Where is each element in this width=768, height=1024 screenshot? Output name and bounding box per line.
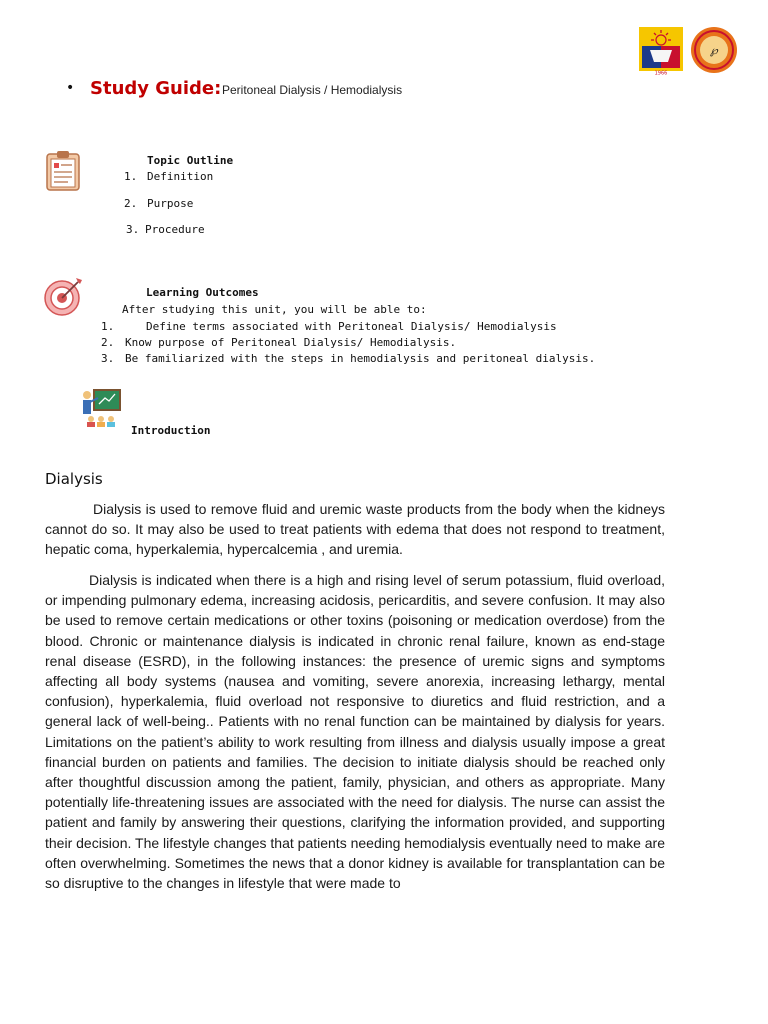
learning-outcomes-intro: After studying this unit, you will be able to: <box>122 303 427 316</box>
clipboard-icon <box>44 150 82 192</box>
paragraph-2: Dialysis is indicated when there is a high and rising level of serum potassium, fluid overload, or impending pulmonary edema, increasing acidosis, pericarditis, and severe confusion. It may also be used to remove certain medications or other toxins (poisoning or medication overdose) from the blood. Chronic or maintenance dialysis is indicated in chronic renal failure, known as end-stage renal disease (ESRD), in the following instances: the presence of uremic signs and symptoms affecting all body systems (nausea and vomiting, severe anorexia, increasing lethargy, mental confusion), hyperkalemia, fluid overload not responsive to diuretics and fluid restriction, and a general lack of well-being.. Patients with no renal function can be maintained by dialysis for years. Limitations on the patient’s ability to work resulting from illness and dialysis usually impose a great financial burden on patients and families. The decision to initiate dialysis should be reached only after thoughtful discussion among the patient, family, physician, and others as appropriate. Many potentially life-threatening issues are associated with the need for dialysis. The nurse can assist the patient and family by answering their questions, clarifying the information provided, and supporting their decision. The lifestyle changes that patients needing hemodialysis eventually need to make are often overwhelming. Sometimes the news that a donor kidney is available for transplantation can be so disruptive to the changes in lifestyle that were made to <box>45 572 666 892</box>
logo-year: 1966 <box>654 70 668 76</box>
list-item-number: 2. <box>124 197 138 210</box>
list-item-number: 1. <box>124 170 138 183</box>
svg-text:℘: ℘ <box>710 44 718 57</box>
list-item <box>101 336 457 349</box>
list-item-number: 2. <box>101 336 115 349</box>
study-guide-subtitle: Peritoneal Dialysis / Hemodialysis <box>222 83 403 97</box>
list-item <box>124 170 214 183</box>
list-item-label: Procedure <box>145 223 205 236</box>
study-guide-title: Study Guide: <box>90 78 222 99</box>
list-item-number: 3. <box>101 352 115 365</box>
list-item <box>101 352 596 365</box>
topic-outline-heading: Topic Outline <box>147 154 234 167</box>
title-bullet: • <box>66 80 75 96</box>
list-item-label: Know purpose of Peritoneal Dialysis/ Hemodialysis. <box>125 336 457 349</box>
school-logo-1 <box>638 26 684 76</box>
list-item-number: 3. <box>126 223 140 236</box>
section-heading-dialysis: Dialysis <box>45 470 103 488</box>
introduction-heading: Introduction <box>131 424 211 437</box>
teacher-board-icon <box>80 388 122 428</box>
list-item-label: Definition <box>147 170 214 183</box>
school-logo-2 <box>690 26 738 74</box>
list-item-number: 1. <box>101 320 115 333</box>
learning-outcomes-heading: Learning Outcomes <box>146 286 259 299</box>
list-item <box>124 197 194 210</box>
target-icon <box>44 276 84 318</box>
list-item-label: Be familiarized with the steps in hemodialysis and peritoneal dialysis. <box>125 352 596 365</box>
list-item <box>101 320 557 333</box>
list-item-label: Define terms associated with Peritoneal Dialysis/ Hemodialysis <box>146 320 557 333</box>
paragraph-1: Dialysis is used to remove fluid and uremic waste products from the body when the kidneys cannot do so. It may also be used to treat patients with edema that does not respond to treatment, hepatic coma, hyperkalemia, hypercalcemia , and uremia. <box>45 501 665 558</box>
list-item-label: Purpose <box>147 197 194 210</box>
list-item <box>126 223 205 236</box>
